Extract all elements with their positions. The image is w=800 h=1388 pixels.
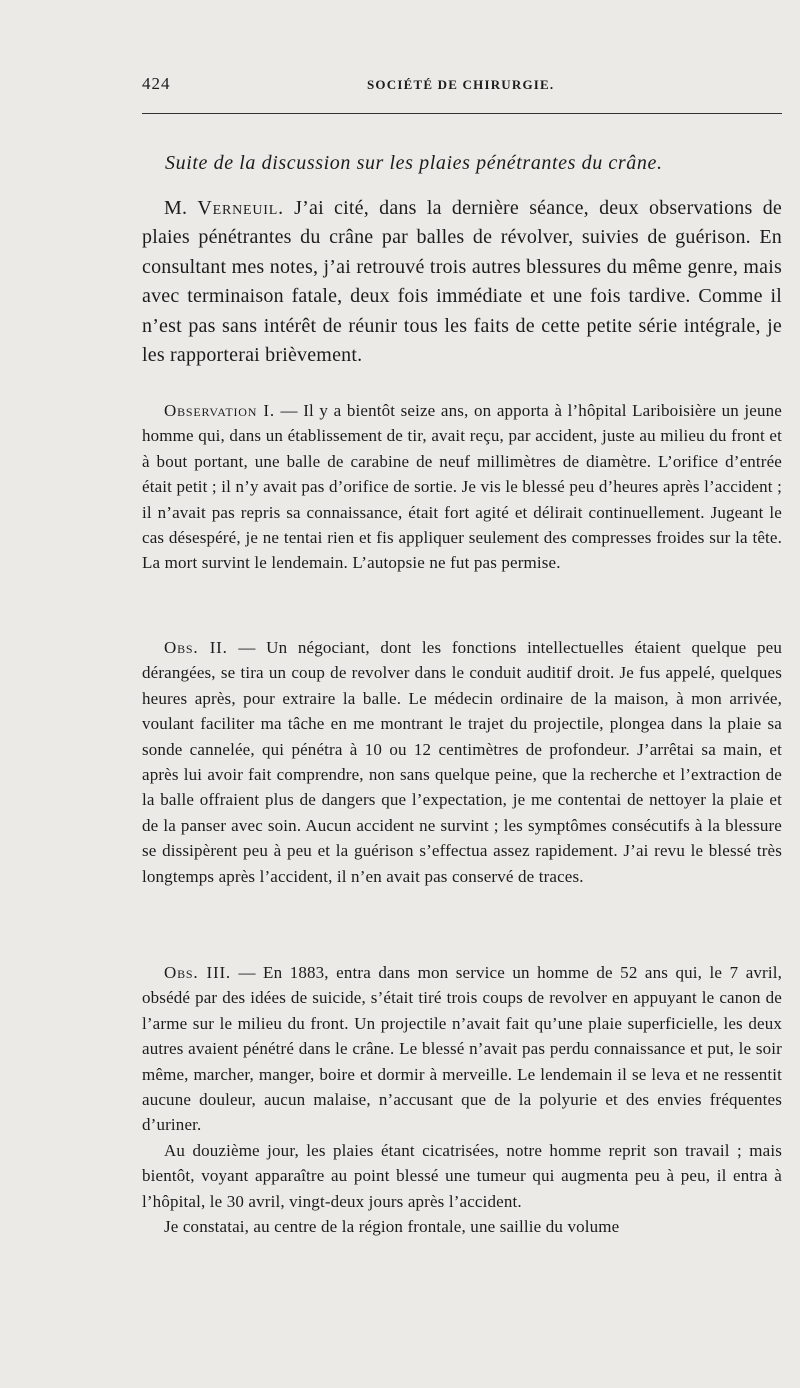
page-header [142,74,780,98]
observation-text: — En 1883, entra dans mon service un homme de 52 ans qui, le 7 avril, obsédé par des idées de suicide, s’était tiré trois coups de revolver en appuyant le canon de l’arme sur le milieu du front. Un projectile n’avait fait qu’une plaie superficielle, les deux autres avaient pénétré dans le crâne. Le blessé n’avait pas perdu connaissance et put, le soir même, marcher, manger, boire et dormir à merveille. Le lendemain il se leva et ne ressentit aucune douleur, aucun malaise, n’accusant que de la polyurie et des envies fréquentes d’uriner. [142,963,783,1135]
observation-3-paragraph-2 [142,1138,782,1214]
observation-continuation: Je constatai, au centre de la région frontale, une saillie du volume [164,1217,620,1237]
observation-label: Obs. III. [164,963,231,982]
intro-text: J’ai cité, dans la dernière séance, deux observations de plaies pénétrantes du crâne par balles de révolver, suivies de guérison. En consultant mes notes, j’ai retrouvé trois autres blessures du même genre, mais avec terminaison fatale, deux fois immédiate et une fois tardive. Comme il n’est pas sans intérêt de réunir tous les faits de cette petite série intégrale, je les rapporterai brièvement. [142,197,782,367]
observation-3-paragraph-3 [142,1214,782,1239]
speaker-name: Verneuil. [197,197,284,219]
observation-2 [142,635,782,889]
observation-continuation: Au douzième jour, les plaies étant cicatrisées, notre homme reprit son travail ; mais bientôt, voyant apparaître au point blessé une tumeur qui augmenta peu à peu, il entra à l’hôpital, le 30 avril, vingt-deux jours après l’accident. [142,1140,782,1211]
observation-text: — Il y a bientôt seize ans, on apporta à l’hôpital Lariboisière un jeune homme qui, dans un établissement de tir, avait reçu, par accident, juste au milieu du front et à bout portant, une balle de carabine de neuf millimètres de diamètre. L’orifice d’entrée était petit ; il n’y avait pas d’orifice de sortie. Je vis le blessé peu d’heures après l’accident ; il n’avait pas repris sa connaissance, était fort agité et délirait continuellement. Jugeant le cas désespéré, je ne tentai rien et fis appliquer seulement des compresses froides sur la tête. La mort survint le lendemain. L’autopsie ne fut pas permise. [142,401,782,573]
intro-paragraph [142,194,782,370]
observation-label: Observation I. [164,401,275,420]
observation-label: Obs. II. [164,638,228,657]
observation-text: — Un négociant, dont les fonctions intellectuelles étaient quelque peu dérangées, se tira un coup de revolver dans le conduit auditif droit. Je fus appelé, quelques heures après, pour extraire la balle. Le médecin ordinaire de la maison, à mon arrivée, voulant faciliter ma tâche en me montrant le trajet du projectile, plongea dans la plaie sa sonde cannelée, qui pénétra à 10 ou 12 centimètres de profondeur. J’arrêtai sa main, et après lui avoir fait comprendre, non sans quelque peine, que la recherche et l’extraction de la balle offraient plus de dangers que l’expectation, je me contentai de nettoyer la plaie et de la panser avec soin. Aucun accident ne survint ; les symptômes consécutifs à la blessure se dissipèrent peu à peu et la guérison s’effectua assez rapidement. J’ai revu le blessé très longtemps après l’accident, il n’en avait pas conservé de traces. [142,638,782,886]
observation-3 [142,960,782,1239]
observation-1 [142,398,782,576]
page-number: 424 [142,74,171,93]
section-title: Suite de la discussion sur les plaies pénétrantes du crâne. [165,152,663,174]
observation-3-paragraph-1 [142,960,782,1138]
speaker-prefix: M. [164,197,188,219]
running-head: SOCIÉTÉ DE CHIRURGIE. [367,77,555,92]
header-rule [142,113,782,114]
